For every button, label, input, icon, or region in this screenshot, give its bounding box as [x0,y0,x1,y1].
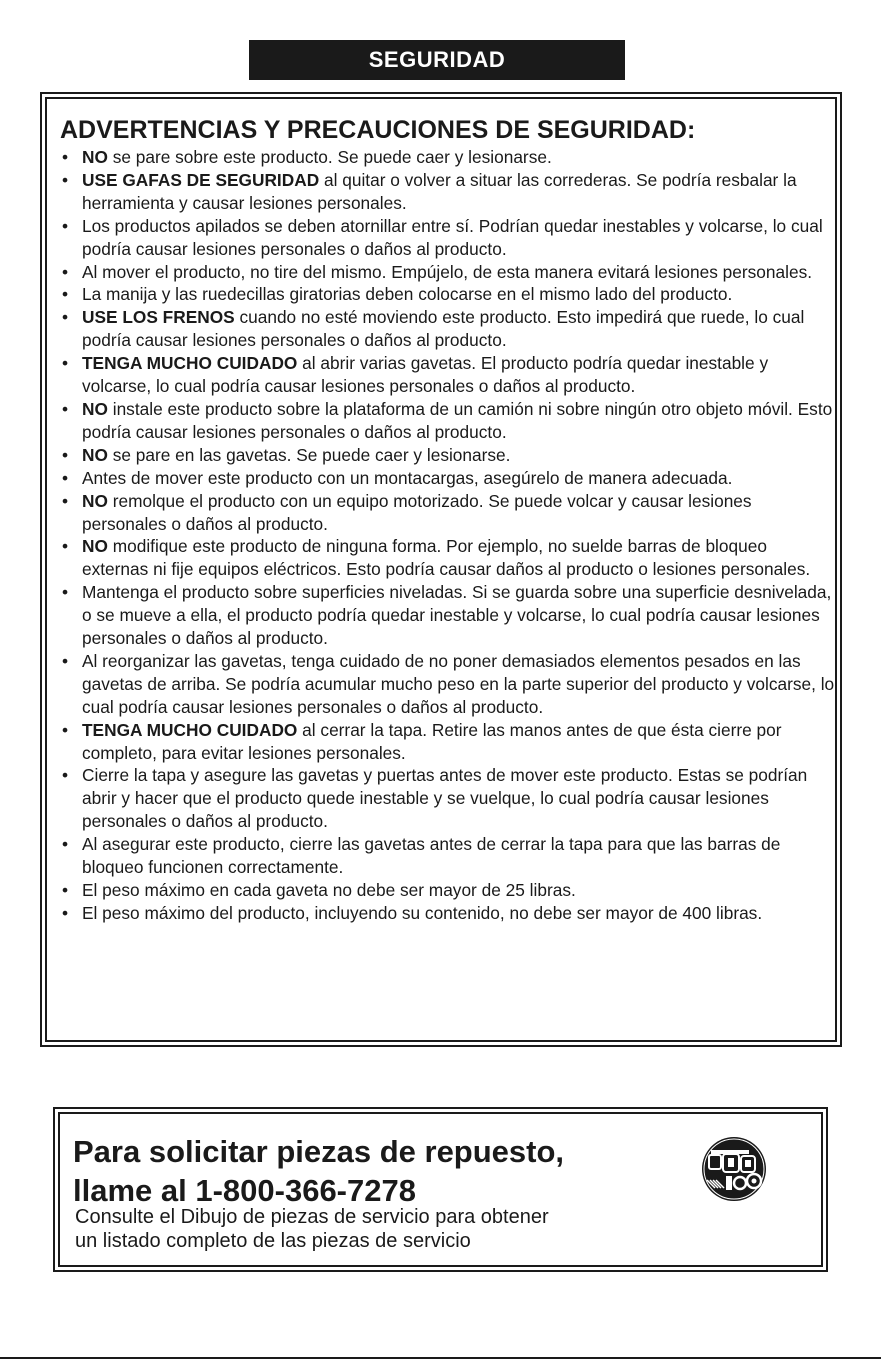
bullet-icon: • [62,444,69,465]
warning-item [60,581,835,650]
warning-emphasis: NO [82,147,108,167]
warning-text: El peso máximo en cada gaveta no debe ser mayor de 25 libras. [82,880,576,900]
warning-emphasis: NO [82,490,108,511]
warning-item [60,146,835,169]
section-header-label: SEGURIDAD [368,47,506,72]
footer-rule [0,1357,881,1359]
parts-heading-line1: Para solicitar piezas de repuesto, [73,1134,565,1169]
bullet-icon: • [62,353,69,374]
warning-text: se pare en las gavetas. Se puede caer y lesionarse. [107,444,511,465]
bullet-icon: • [62,307,69,328]
warning-item [60,719,835,765]
warning-text: La manija y las ruedecillas giratorias deben colocarse en el mismo lado del producto. [82,284,733,305]
bullet-icon: • [62,650,69,671]
section-header [249,40,625,80]
warning-emphasis: TENGA MUCHO CUIDADO [82,719,298,740]
warning-item [60,352,835,398]
warning-emphasis: NO [82,444,108,465]
parts-description [75,1205,549,1253]
warning-item [60,467,835,490]
warning-text: Los productos apilados se deben atornillar entre sí. Podrían quedar inestables y volcarse, lo cual podría causar lesiones personales o daños al producto. [82,215,823,259]
bullet-icon: • [62,169,69,190]
warning-text: Cierre la tapa y asegure las gavetas y puertas antes de mover este producto. Estas se podrían abrir y hacer que el producto quede inestable y se vuelque, lo cual podría causar lesiones personales o daños al producto. [82,765,808,832]
warning-item [60,833,835,879]
warning-item [60,283,835,306]
warning-item [60,261,835,284]
replacement-parts-icon [701,1136,767,1202]
warning-text: Al reorganizar las gavetas, tenga cuidado de no poner demasiados elementos pesados en las gavetas de arriba. Se podría acumular mucho peso en la parte superior del producto y volcarse, lo cual podría causar lesiones personales o daños al producto. [82,650,835,717]
bullet-icon: • [62,467,69,488]
warning-item [60,306,835,352]
parts-description-line1: Consulte el Dibujo de piezas de servicio para obtener [75,1206,549,1228]
bullet-icon: • [62,536,69,557]
warnings-title: ADVERTENCIAS Y PRECAUCIONES DE SEGURIDAD: [60,116,696,144]
parts-heading [73,1132,564,1210]
warning-item [60,398,835,444]
bullet-icon: • [62,261,69,282]
warning-text: modifique este producto de ninguna forma. Por ejemplo, no suelde barras de bloqueo externas ni fije equipos eléctricos. Esto podría causar daños al producto o lesiones personales. [82,536,811,580]
warning-text: al quitar o volver a situar las correderas. Se podría resbalar la herramienta y causar lesiones personales. [82,169,797,213]
bullet-icon: • [62,880,69,900]
bullet-icon: • [62,765,69,786]
warning-item [60,490,835,536]
warning-emphasis: NO [82,398,108,419]
bullet-icon: • [62,582,69,603]
warning-text: cuando no esté moviendo este producto. Esto impedirá que ruede, lo cual podría causar lesiones personales o daños al producto. [82,307,805,351]
bullet-icon: • [62,490,69,511]
warning-emphasis: USE LOS FRENOS [82,307,235,328]
warning-text: Al mover el producto, no tire del mismo. Empújelo, de esta manera evitará lesiones personales. [82,261,813,282]
warning-emphasis: USE GAFAS DE SEGURIDAD [82,169,320,190]
warning-text: remolque el producto con un equipo motorizado. Se puede volcar y causar lesiones personales o daños al producto. [82,490,752,534]
warning-text: al abrir varias gavetas. El producto podría quedar inestable y volcarse, lo cual podría causar lesiones personales o daños al producto. [82,353,769,397]
warning-emphasis: NO [82,536,108,557]
warning-text: Al asegurar este producto, cierre las gavetas antes de cerrar la tapa para que las barras de bloqueo funcionen correctamente. [82,834,781,878]
warning-text: El peso máximo del producto, incluyendo su contenido, no debe ser mayor de 400 libras. [82,902,763,923]
warning-emphasis: TENGA MUCHO CUIDADO [82,353,298,374]
bullet-icon: • [62,284,69,305]
warning-text: instale este producto sobre la plataforma de un camión ni sobre ningún otro objeto móvil. Esto podría causar lesiones personales o daños al producto. [82,398,833,442]
parts-description-line2: un listado completo de las piezas de servicio [75,1230,471,1252]
bullet-icon: • [62,398,69,419]
warning-item [60,215,835,261]
warnings-list [60,146,835,925]
bullet-icon: • [62,902,69,923]
warning-item [60,444,835,467]
parts-phone-line: llame al 1-800-366-7278 [73,1173,416,1208]
warning-text: al cerrar la tapa. Retire las manos antes de que ésta cierre por completo, para evitar lesiones personales. [82,719,782,763]
bullet-icon: • [62,719,69,740]
warning-item [60,902,835,925]
warning-text: Mantenga el producto sobre superficies niveladas. Si se guarda sobre una superficie desnivelada, o se mueve a ella, el producto podría quedar inestable y volcarse, lo cual podría causar lesiones personales o daños al producto. [82,582,832,649]
warning-text: Antes de mover este producto con un montacargas, asegúrelo de manera adecuada. [82,467,733,488]
warning-text: se pare sobre este producto. Se puede caer y lesionarse. [107,147,552,167]
bullet-icon: • [62,147,69,167]
warning-item [60,879,835,902]
warning-item [60,764,835,833]
bullet-icon: • [62,834,69,855]
bullet-icon: • [62,215,69,236]
warning-item [60,169,835,215]
warning-item [60,650,835,719]
warning-item [60,535,835,581]
